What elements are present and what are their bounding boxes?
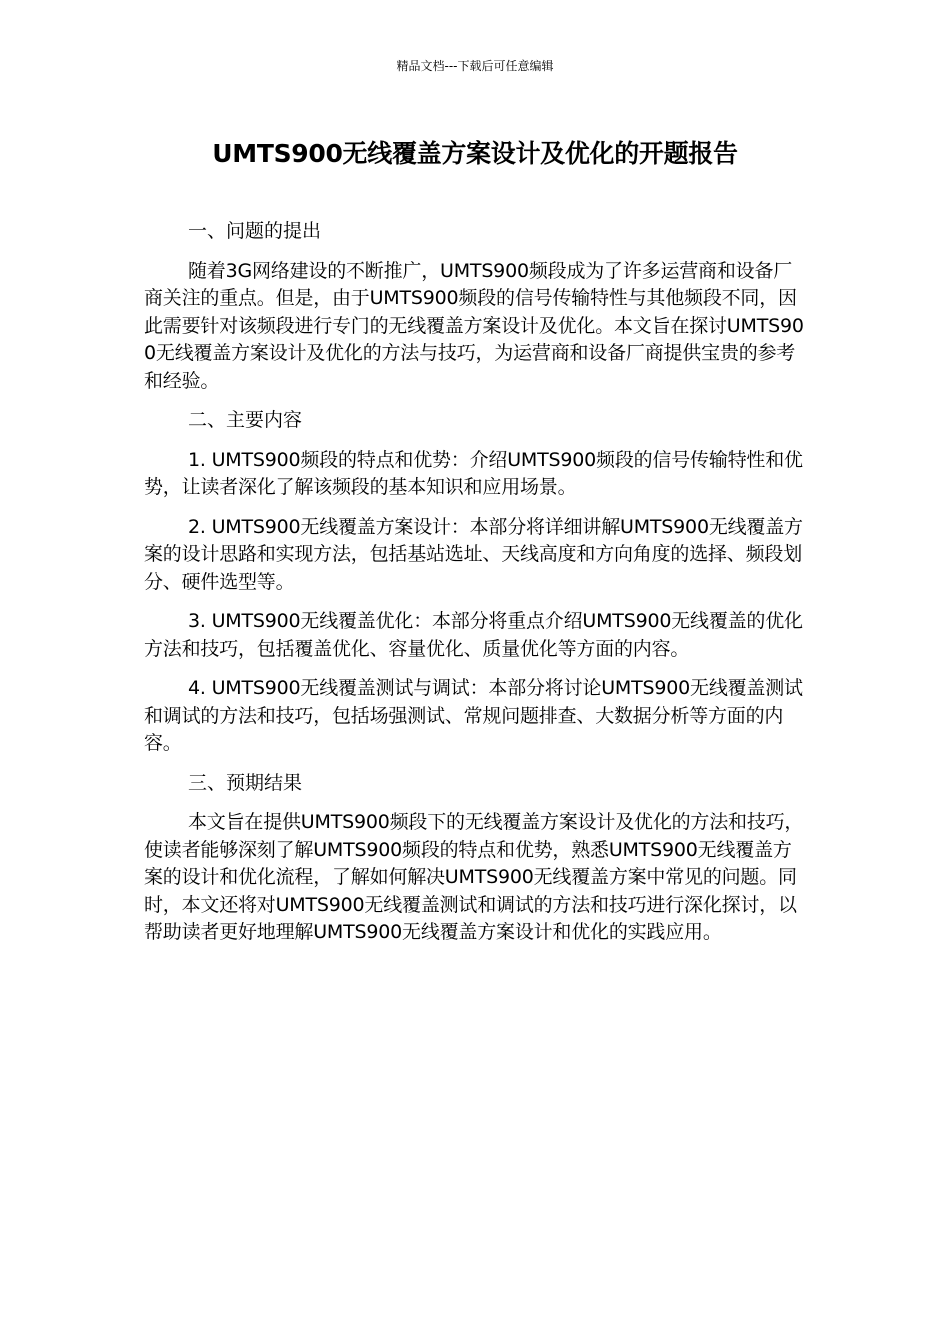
paragraph-results: 本文旨在提供UMTS900频段下的无线覆盖方案设计及优化的方法和技巧，使读者能够深刻了解UMTS900频段的特点和优势，熟悉UMTS900无线覆盖方案的设计和优化流程，了解如何解决UMTS900无线覆盖方案中常见的问题。同时，本文还将对UMTS900无线覆盖测试和调试的方法和技巧进行深化探讨，以帮助读者更好地理解UMTS900无线覆盖方案设计和优化的实践应用。 (144, 811, 804, 943)
document-body (144, 218, 809, 959)
paragraph-content-1: 1. UMTS900频段的特点和优势：介绍UMTS900频段的信号传输特性和优势，让读者深化了解该频段的基本知识和应用场景。 (144, 448, 803, 498)
header-note: 精品文档---下载后可任意编辑 (396, 59, 554, 73)
paragraph-content-3: 3. UMTS900无线覆盖优化：本部分将重点介绍UMTS900无线覆盖的优化方法和技巧，包括覆盖优化、容量优化、质量优化等方面的内容。 (144, 610, 803, 660)
section-heading-results: 三、预期结果 (188, 771, 303, 794)
paragraph-content-4: 4. UMTS900无线覆盖测试与调试：本部分将讨论UMTS900无线覆盖测试和调试的方法和技巧，包括场强测试、常规问题排查、大数据分析等方面的内容。 (144, 677, 803, 754)
document-title: UMTS900无线覆盖方案设计及优化的开题报告 (212, 139, 738, 168)
paragraph-problem: 随着3G网络建设的不断推广，UMTS900频段成为了许多运营商和设备厂商关注的重点。但是，由于UMTS900频段的信号传输特性与其他频段不同，因此需要针对该频段进行专门的无线覆盖方案设计及优化。本文旨在探讨UMTS900无线覆盖方案设计及优化的方法与技巧，为运营商和设备厂商提供宝贵的参考和经验。 (144, 259, 804, 392)
section-heading-content: 二、主要内容 (188, 409, 303, 431)
section-heading-problem: 一、问题的提出 (188, 220, 322, 242)
paragraph-content-2: 2. UMTS900无线覆盖方案设计：本部分将详细讲解UMTS900无线覆盖方案的设计思路和实现方法，包括基站选址、天线高度和方向角度的选择、频段划分、硬件选型等。 (144, 515, 803, 593)
